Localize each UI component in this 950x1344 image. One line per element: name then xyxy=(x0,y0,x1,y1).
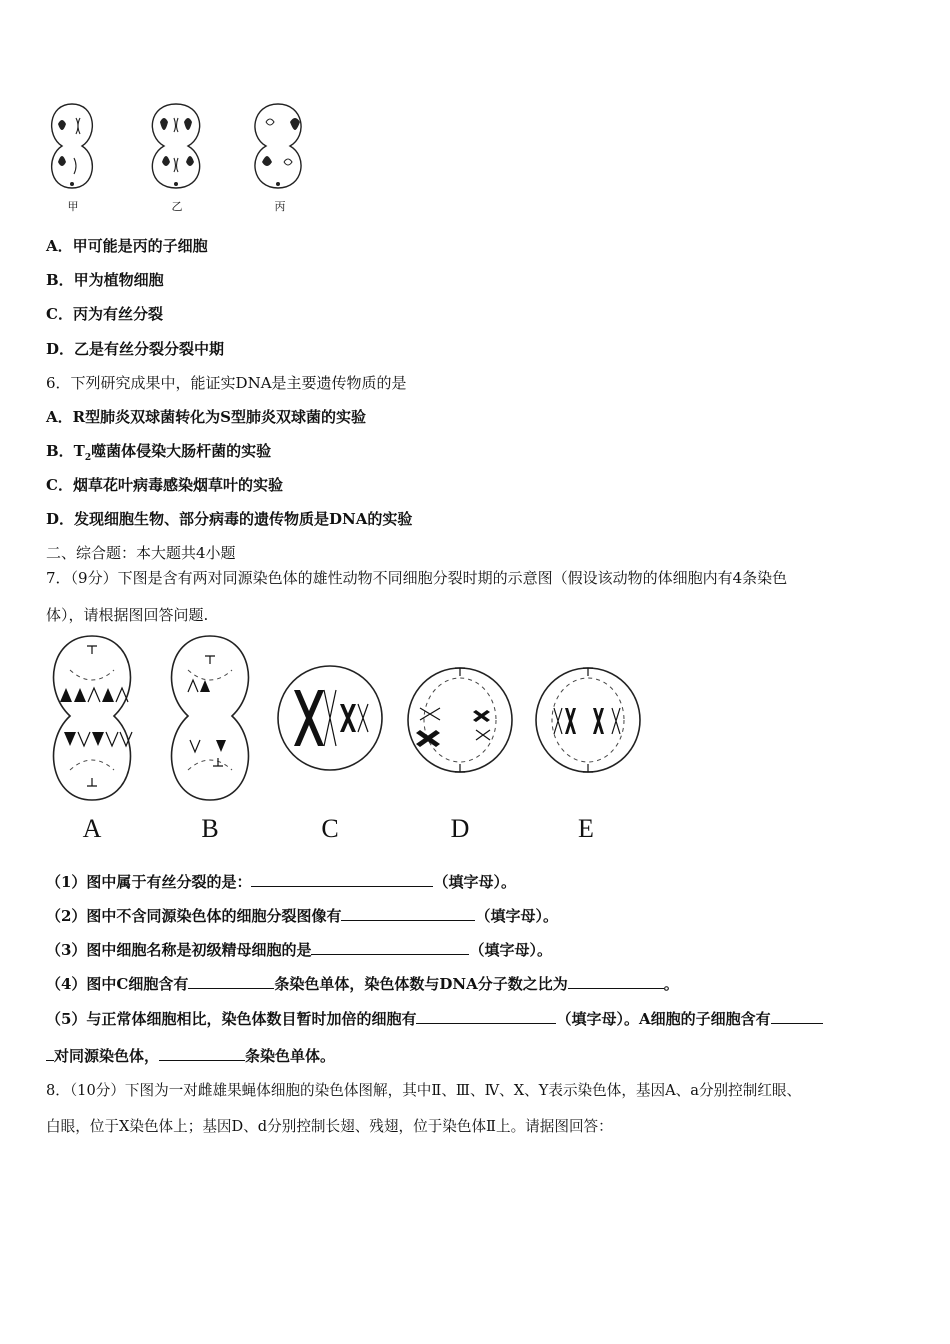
q5-figure-label-bing: 丙 xyxy=(274,200,286,213)
q7-part5-blank2-cont[interactable] xyxy=(46,1046,54,1061)
q7-part3 xyxy=(46,940,552,960)
q7-part4-mid: 条染色单体，染色体数与DNA分子数之比为 xyxy=(274,975,568,993)
q7-figure-label-b: B xyxy=(201,814,219,843)
q7-part3-blank[interactable] xyxy=(311,940,469,955)
q6-option-b xyxy=(46,441,271,468)
q8-line2: 白眼，位于X染色体上；基因D、d分别控制长翅、残翅，位于染色体Ⅱ上。请据图回答： xyxy=(46,1118,613,1135)
q7-part4-text: （4）图中C细胞含有 xyxy=(46,975,189,993)
q7-figure-label-d: D xyxy=(450,814,470,843)
q7-figure-label-a: A xyxy=(82,814,102,843)
q7-part3-suffix: （填字母）。 xyxy=(469,941,552,959)
q6-option-c: C．烟草花叶病毒感染烟草叶的实验 xyxy=(46,476,283,494)
q7-part5-cont xyxy=(46,1046,335,1066)
q6-option-d: D．发现细胞生物、部分病毒的遗传物质是DNA的实验 xyxy=(46,510,413,528)
q6-stem: 6．下列研究成果中，能证实DNA是主要遗传物质的是 xyxy=(46,374,407,392)
q7-part4-blank1[interactable] xyxy=(188,974,274,989)
q7-cell-division-figure xyxy=(40,630,650,810)
q7-figure-label-c: C xyxy=(321,814,339,843)
q7-part4 xyxy=(46,974,679,994)
q6-option-a: A．R型肺炎双球菌转化为S型肺炎双球菌的实验 xyxy=(46,408,366,426)
q5-figure-label-yi: 乙 xyxy=(171,200,183,213)
q7-part5 xyxy=(46,1009,823,1029)
q7-stem-line1: 7．（9分）下图是含有两对同源染色体的雄性动物不同细胞分裂时期的示意图（假设该动物的体细胞内有4条染色 xyxy=(46,569,788,587)
q7-part5-end: 条染色单体。 xyxy=(245,1047,336,1065)
q7-part4-blank2[interactable] xyxy=(568,974,664,989)
q7-part1-suffix: （填字母）。 xyxy=(433,873,516,891)
q7-part1 xyxy=(46,872,516,892)
q7-figure-label-e: E xyxy=(578,814,594,843)
q6-option-b-sub: 2 xyxy=(84,453,92,463)
q7-part5-text: （5）与正常体细胞相比，染色体数目暂时加倍的细胞有 xyxy=(46,1010,417,1028)
section-heading: 二、综合题：本大题共4小题 xyxy=(46,544,236,562)
q7-part4-end: 。 xyxy=(663,975,679,993)
q7-part3-text: （3）图中细胞名称是初级精母细胞的是 xyxy=(46,941,312,959)
q7-part1-text: （1）图中属于有丝分裂的是： xyxy=(46,873,252,891)
q5-option-a: A．甲可能是丙的子细胞 xyxy=(46,237,208,255)
q8-line1: 8．（10分）下图为一对雌雄果蝇体细胞的染色体图解，其中Ⅱ、Ⅲ、Ⅳ、X、Y表示染色体，基因A、a分别控制红眼、 xyxy=(46,1082,802,1099)
q7-part5-mid: （填字母）。A细胞的子细胞含有 xyxy=(556,1010,771,1028)
q7-stem-line2: 体），请根据图回答问题. xyxy=(46,606,209,624)
q5-cell-figure xyxy=(40,96,330,198)
q7-part2-blank[interactable] xyxy=(341,906,475,921)
q6-option-b-prefix: B．T xyxy=(46,442,85,460)
q7-part5-blank1[interactable] xyxy=(416,1009,556,1024)
q7-part1-blank[interactable] xyxy=(251,872,433,887)
q5-figure-label-jia: 甲 xyxy=(67,200,79,213)
q7-part5-cont-text: 对同源染色体， xyxy=(54,1047,160,1065)
q7-part2-text: （2）图中不含同源染色体的细胞分裂图像有 xyxy=(46,907,342,925)
q5-option-d: D．乙是有丝分裂分裂中期 xyxy=(46,340,225,358)
q7-part5-blank2[interactable] xyxy=(771,1009,823,1024)
q5-option-b: B．甲为植物细胞 xyxy=(46,271,164,289)
q5-option-c: C．丙为有丝分裂 xyxy=(46,305,163,323)
q7-part2 xyxy=(46,906,558,926)
q7-part5-blank3[interactable] xyxy=(159,1046,245,1061)
q7-part2-suffix: （填字母）。 xyxy=(475,907,558,925)
q6-option-b-suffix: 噬菌体侵染大肠杆菌的实验 xyxy=(91,442,272,460)
